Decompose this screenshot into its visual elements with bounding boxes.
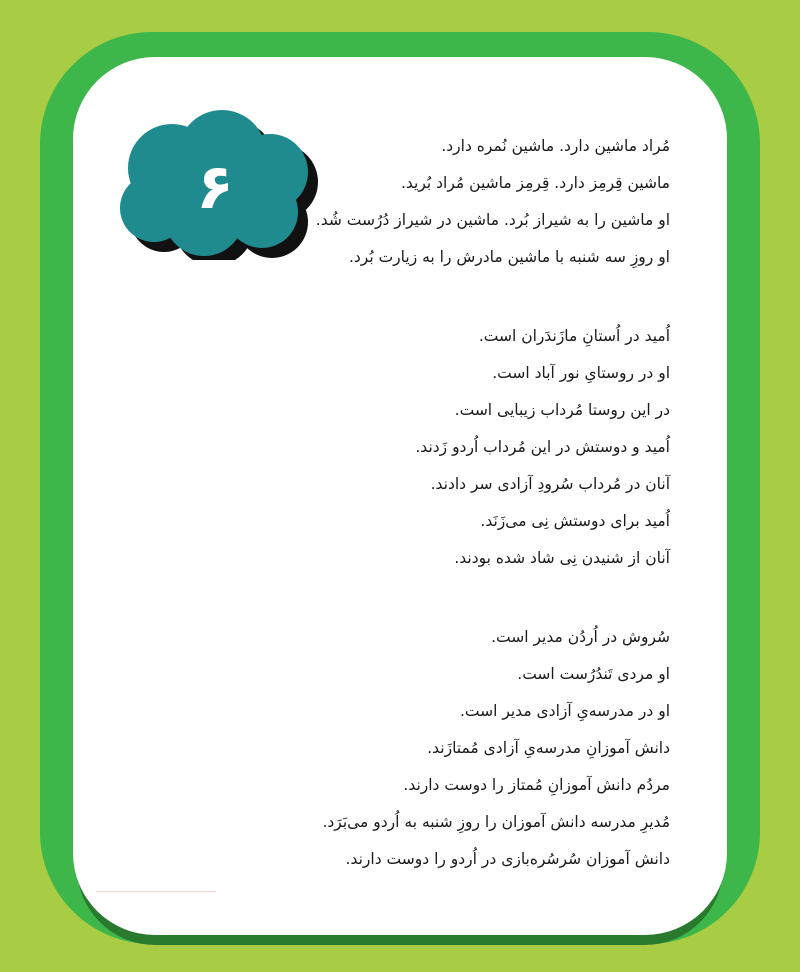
stanza-1: [110, 128, 670, 276]
text-line: آنان در مُرداب سُرودِ آزادی سر دادند.: [430, 475, 670, 493]
divider: [96, 891, 216, 892]
text-line: مُراد ماشین دارد. ماشین نُمره دارد.: [441, 137, 670, 155]
text-line: آنان از شنیدن نِی شاد شده بودند.: [454, 549, 670, 567]
reading-text: [110, 128, 670, 878]
text-line: اُمید برای دوستش نِی می‌زَنَد.: [480, 512, 670, 530]
text-line: اُمید در اُستانِ مازَندَران است.: [478, 327, 670, 345]
text-line: مُدیرِ مدرسه دانش آموزان را روزِ شنبه به اُردو می‌بَرَد.: [322, 813, 670, 831]
text-line: او ماشین را به شیراز بُرد. ماشین در شیراز دُرُست شُد.: [315, 211, 670, 229]
text-line: او روزِ سه شنبه با ماشین مادرش را به زیارت بُرد.: [348, 248, 670, 266]
text-line: مردُم دانش آموزانِ مُمتاز را دوست دارند.: [403, 776, 670, 794]
stanza-3: [110, 619, 670, 878]
text-line: در این روستا مُرداب زیبایی است.: [454, 401, 670, 419]
text-line: ماشین قِرمِز دارد. قِرمِز ماشین مُراد بُرید.: [400, 174, 670, 192]
text-line: دانش آموزان سُرسُره‌بازی در اُردو را دوست دارند.: [345, 850, 670, 868]
text-line: دانش آموزانِ مدرسه‌یِ آزادی مُمتازَند.: [427, 739, 670, 757]
text-line: اُمید و دوستش در این مُرداب اُردو زَدند.: [415, 438, 670, 456]
stanza-2: [110, 318, 670, 577]
text-line: سُروش در اُردُن مدیر است.: [491, 628, 670, 646]
text-line: او در روستایِ نور آباد است.: [492, 364, 670, 382]
text-line: او در مدرسه‌یِ آزادی مدیر است.: [459, 702, 670, 720]
lesson-number: ۶: [196, 150, 234, 223]
text-line: او مردی تَندُرُست است.: [517, 665, 670, 683]
